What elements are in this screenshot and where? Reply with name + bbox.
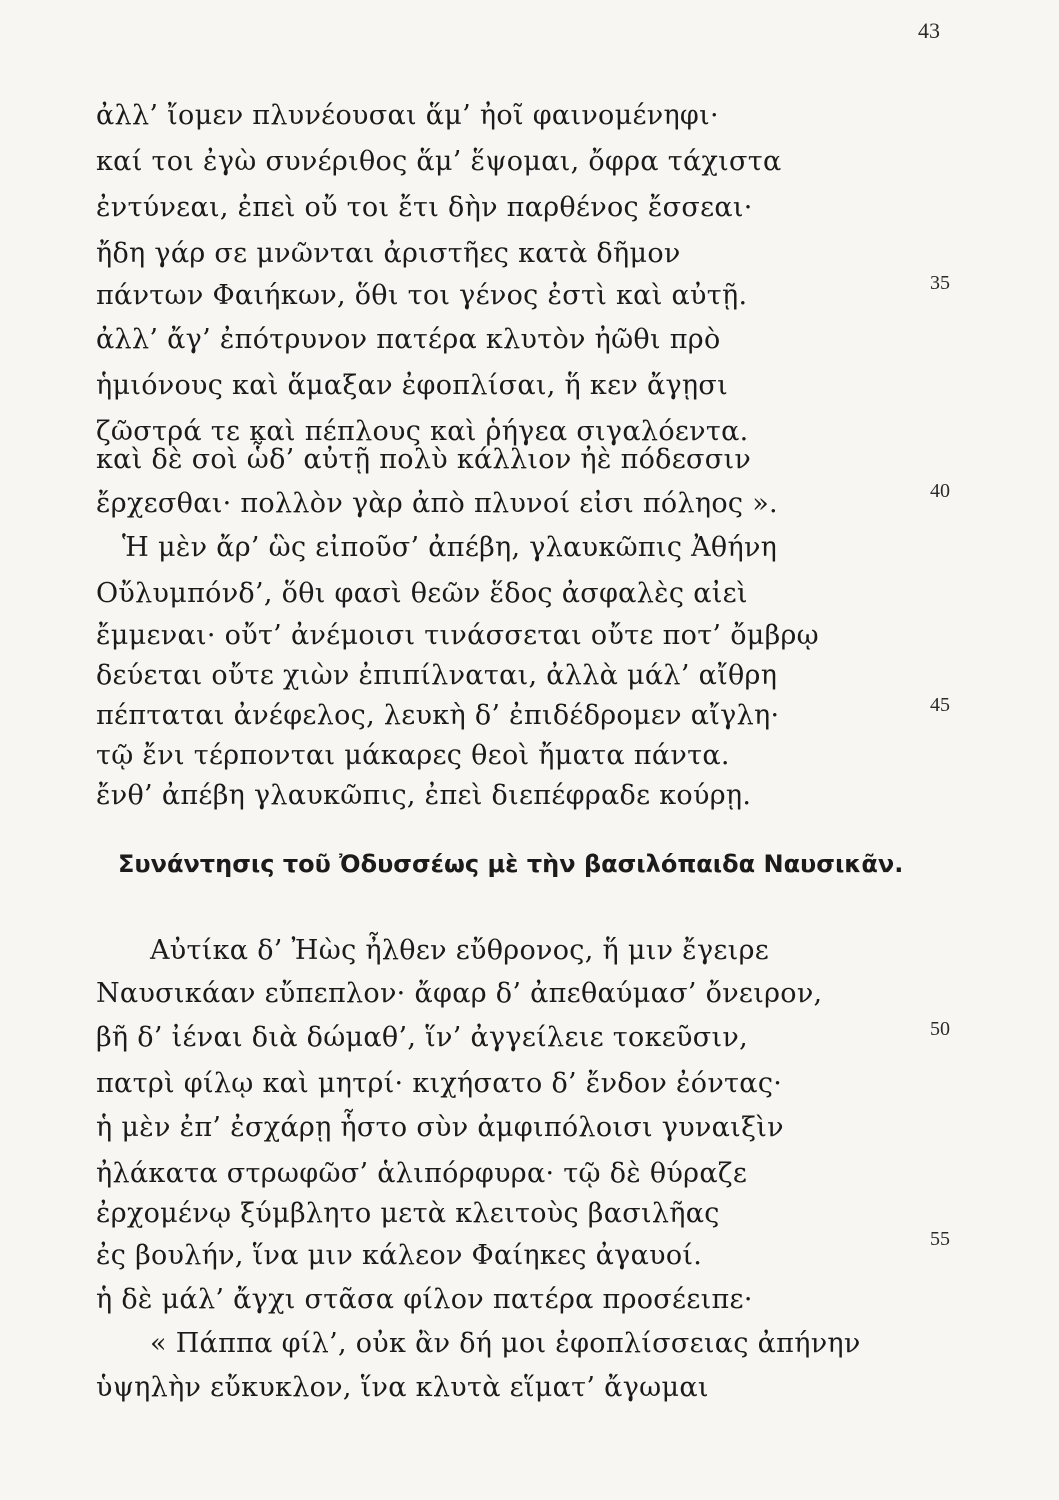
verse-line: ἀλλ’ ἴομεν πλυνέουσαι ἅμ’ ἠοῖ φαινομένηφι·: [96, 100, 719, 131]
verse-line: καί τοι ἐγὼ συνέριθος ἅμ’ ἕψομαι, ὄφρα τάχιστα: [96, 146, 782, 177]
line-number-55: 55: [930, 1228, 950, 1250]
verse-line: βῆ δ’ ἰέναι διὰ δώμαθ’, ἵν’ ἀγγείλειε τοκεῦσιν,: [96, 1022, 748, 1053]
verse-line: Οὔλυμπόνδ’, ὅθι φασὶ θεῶν ἕδος ἀσφαλὲς αἰεὶ: [96, 578, 748, 609]
line-number-40: 40: [930, 480, 950, 502]
line-number-45: 45: [930, 694, 950, 716]
verse-line: ζῶστρά τε καὶ πέπλους καὶ ῥήγεα σιγαλόεντα.: [96, 416, 749, 447]
line-number-35: 35: [930, 272, 950, 294]
verse-line: « Πάππα φίλ’, οὐκ ἂν δή μοι ἐφοπλίσσειας ἀπήνην: [150, 1328, 861, 1359]
verse-line: ἡ μὲν ἐπ’ ἐσχάρῃ ἧστο σὺν ἀμφιπόλοισι γυναιξὶν: [96, 1112, 784, 1143]
verse-line: ἐρχομένῳ ξύμβλητο μετὰ κλειτοὺς βασιλῆας: [96, 1198, 720, 1229]
verse-line: ἤδη γάρ σε μνῶνται ἀριστῆες κατὰ δῆμον: [96, 238, 681, 269]
verse-line: Αὐτίκα δ’ Ἠὼς ἦλθεν εὔθρονος, ἥ μιν ἔγειρε: [150, 935, 770, 966]
verse-line: ἠλάκατα στρωφῶσ’ ἁλιπόρφυρα· τῷ δὲ θύραζε: [96, 1158, 748, 1189]
verse-line: πατρὶ φίλῳ καὶ μητρί· κιχήσατο δ’ ἔνδον ἐόντας·: [96, 1068, 783, 1099]
line-number-50: 50: [930, 1018, 950, 1040]
verse-line: πάντων Φαιήκων, ὅθι τοι γένος ἐστὶ καὶ αὐτῇ.: [96, 280, 748, 311]
verse-line: Ἡ μὲν ἄρ’ ὣς εἰποῦσ’ ἀπέβη, γλαυκῶπις Ἀθήνη: [122, 532, 778, 563]
verse-line: τῷ ἔνι τέρπονται μάκαρες θεοὶ ἤματα πάντα.: [96, 740, 730, 771]
verse-line: ἐς βουλήν, ἵνα μιν κάλεον Φαίηκες ἀγαυοί.: [96, 1240, 703, 1271]
verse-line: ἔμμεναι· οὔτ’ ἀνέμοισι τινάσσεται οὔτε ποτ’ ὄμβρῳ: [96, 620, 820, 651]
verse-line: ἔρχεσθαι· πολλὸν γὰρ ἀπὸ πλυνοί εἰσι πόληος ».: [96, 488, 778, 519]
verse-line: ἀλλ’ ἄγ’ ἐπότρυνον πατέρα κλυτὸν ἠῶθι πρὸ: [96, 324, 721, 355]
verse-line: ἡ δὲ μάλ’ ἄγχι στᾶσα φίλον πατέρα προσέειπε·: [96, 1284, 753, 1315]
verse-line: ἐντύνεαι, ἐπεὶ οὔ τοι ἔτι δὴν παρθένος ἔσσεαι·: [96, 192, 753, 223]
verse-line: πέπταται ἀνέφελος, λευκὴ δ’ ἐπιδέδρομεν αἴγλη·: [96, 700, 780, 731]
verse-line: καὶ δὲ σοὶ ὧδ’ αὐτῇ πολὺ κάλλιον ἠὲ πόδεσσιν: [96, 444, 752, 475]
verse-line: ἡμιόνους καὶ ἅμαξαν ἐφοπλίσαι, ἥ κεν ἄγῃσι: [96, 370, 729, 401]
page-number: 43: [918, 18, 940, 43]
section-heading: Συνάντησις τοῦ Ὀδυσσέως μὲ τὴν βασιλόπαιδα Ναυσικᾶν.: [118, 850, 904, 878]
verse-line: Ναυσικάαν εὔπεπλον· ἄφαρ δ’ ἀπεθαύμασ’ ὄνειρον,: [96, 978, 823, 1009]
verse-line: ἔνθ’ ἀπέβη γλαυκῶπις, ἐπεὶ διεπέφραδε κούρῃ.: [96, 780, 752, 811]
verse-line: ὑψηλὴν εὔκυκλον, ἵνα κλυτὰ εἵματ’ ἄγωμαι: [96, 1372, 709, 1403]
verse-line: δεύεται οὔτε χιὼν ἐπιπίλναται, ἀλλὰ μάλ’ αἴθρη: [96, 660, 778, 691]
